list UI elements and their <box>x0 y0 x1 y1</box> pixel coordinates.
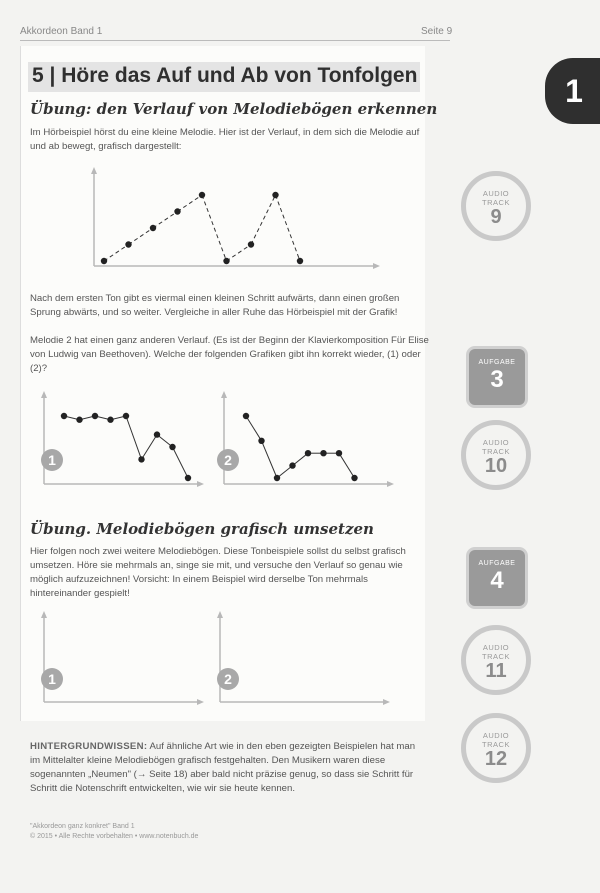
melody-note-point <box>61 413 67 419</box>
background-label: HINTERGRUNDWISSEN: <box>30 741 148 752</box>
melody-2-question: Melodie 2 hat einen ganz anderen Verlauf. (Es ist der Beginn der Klavierkomposition Für Elise von Ludwig van Beethoven). Welche der folgenden Grafiken gibt ihn korrekt wieder, (1) oder (2)? <box>30 335 429 374</box>
y-axis-arrow <box>91 167 97 174</box>
blank-graph-2[interactable] <box>212 610 392 710</box>
melody-note-point <box>258 438 264 444</box>
melody-note-point <box>243 413 249 419</box>
x-axis-arrow <box>383 699 390 705</box>
option-1-graph <box>36 390 206 490</box>
exercise-2-intro: Hier folgen noch zwei weitere Melodiebögen. Diese Tonbeispiele sollst du selbst grafisch umsetzen. Höre sie mehrmals an, singe sie mit, und versuche den Verlauf so genau wie möglich aufzuzeichnen! Vorsicht: In einem Beispiel wird derselbe Ton mehrmals hintereinander gespielt! <box>30 546 406 599</box>
melody-note-point <box>92 413 98 419</box>
melody-note-point <box>272 192 278 198</box>
audio-track-number: 9 <box>490 206 502 228</box>
contour-segment <box>178 195 203 212</box>
task-3-badge[interactable] <box>469 349 525 405</box>
audio-track-label: AUDIO TRACK <box>482 189 510 207</box>
melody-note-point <box>223 258 229 264</box>
melody-note-point <box>336 450 342 456</box>
contour-segment <box>104 245 129 262</box>
contour-segment <box>251 195 276 245</box>
exercise-1-explanation: Nach dem ersten Ton gibt es viermal einen kleinen Schritt aufwärts, dann einen großen Sprung abwärts, und so weiter. Vergleiche in aller Ruhe das Hörbeispiel mit der Grafik! <box>30 293 400 318</box>
blank-1-label: 1 <box>48 671 56 687</box>
x-axis-arrow <box>197 699 204 705</box>
melody-note-point <box>199 192 205 198</box>
audio-track-label: AUDIO TRACK <box>482 438 510 456</box>
audio-track-12-badge[interactable] <box>461 713 531 783</box>
contour-segment <box>227 245 252 262</box>
contour-segment <box>276 195 301 261</box>
contour-segment <box>246 416 262 441</box>
melody-note-point <box>274 475 280 481</box>
chapter-number: 1 <box>565 73 583 109</box>
blank-2-label: 2 <box>224 671 232 687</box>
melody-note-point <box>123 413 129 419</box>
contour-segment <box>262 441 278 478</box>
contour-segment <box>202 195 227 261</box>
x-axis-arrow <box>197 481 204 487</box>
audio-track-9-badge[interactable] <box>461 171 531 241</box>
x-axis-arrow <box>387 481 394 487</box>
melody-note-point <box>185 475 191 481</box>
melody-note-point <box>138 456 144 462</box>
melody-note-point <box>154 431 160 437</box>
background-info <box>30 740 418 796</box>
x-axis-arrow <box>373 263 380 269</box>
melody-note-point <box>169 444 175 450</box>
melody-note-point <box>76 417 82 423</box>
audio-track-number: 10 <box>484 455 508 477</box>
y-axis-arrow <box>41 611 47 618</box>
task-4-badge[interactable] <box>469 550 525 606</box>
contour-segment <box>142 435 158 460</box>
melody-note-point <box>305 450 311 456</box>
contour-segment <box>173 447 189 478</box>
melody-note-point <box>297 258 303 264</box>
task-label: AUFGABE <box>478 359 516 366</box>
page-number: Seite 9 <box>421 26 453 37</box>
exercise-2-heading: Übung. Melodiebögen grafisch umsetzen <box>30 520 374 538</box>
melody-note-point <box>174 208 180 214</box>
melody-note-point <box>320 450 326 456</box>
melody-note-point <box>125 241 131 247</box>
task-number: 4 <box>490 567 504 594</box>
footer-line-1: "Akkordeon ganz konkret" Band 1 <box>30 823 135 830</box>
melody-note-point <box>248 241 254 247</box>
melody-note-point <box>101 258 107 264</box>
melody-note-point <box>351 475 357 481</box>
header-divider <box>20 40 450 41</box>
exercise-1-heading: Übung: den Verlauf von Melodiebögen erkennen <box>30 100 438 118</box>
contour-segment <box>153 212 178 229</box>
audio-track-11-badge[interactable] <box>461 625 531 695</box>
contour-segment <box>126 416 142 459</box>
y-axis-arrow <box>217 611 223 618</box>
example-melody-graph <box>86 166 382 274</box>
exercise-1-intro: Im Hörbeispiel hörst du eine kleine Melodie. Hier ist der Verlauf, in dem sich die Melodie auf und ab bewegt, grafisch dargestellt: <box>30 127 420 152</box>
book-title: Akkordeon Band 1 <box>20 26 103 37</box>
y-axis-arrow <box>221 391 227 398</box>
melody-note-point <box>150 225 156 231</box>
blank-graph-1[interactable] <box>36 610 206 710</box>
melody-note-point <box>107 417 113 423</box>
contour-segment <box>339 453 355 478</box>
option-2-label[interactable]: 2 <box>224 452 232 468</box>
task-label: AUFGABE <box>478 560 516 567</box>
y-axis-arrow <box>41 391 47 398</box>
audio-track-10-badge[interactable] <box>461 420 531 490</box>
footer-line-2: © 2015 • Alle Rechte vorbehalten • www.notenbuch.de <box>30 833 199 840</box>
audio-track-number: 11 <box>485 660 507 682</box>
audio-track-label: AUDIO TRACK <box>482 731 510 749</box>
melody-note-point <box>289 462 295 468</box>
background-text: Auf ähnliche Art wie in den eben gezeigten Beispielen hat man im Mittelalter kleine Melodiebögen grafisch festgehalten. Den Musikern waren diese sogenannten „Neumen" (→ Seite 18) aber bald nicht präzise genug, so dass sie Schritt für Schritt die Notenschrift entwickelten, wie wir sie heute kennen. <box>30 741 416 794</box>
contour-segment <box>129 228 154 245</box>
option-1-label[interactable]: 1 <box>48 452 56 468</box>
audio-track-number: 12 <box>484 748 508 770</box>
option-2-graph <box>216 390 396 490</box>
section-title: 5 | Höre das Auf und Ab von Tonfolgen <box>32 64 418 87</box>
audio-track-label: AUDIO TRACK <box>482 643 510 661</box>
task-number: 3 <box>490 366 504 393</box>
chapter-tab[interactable] <box>545 58 600 124</box>
